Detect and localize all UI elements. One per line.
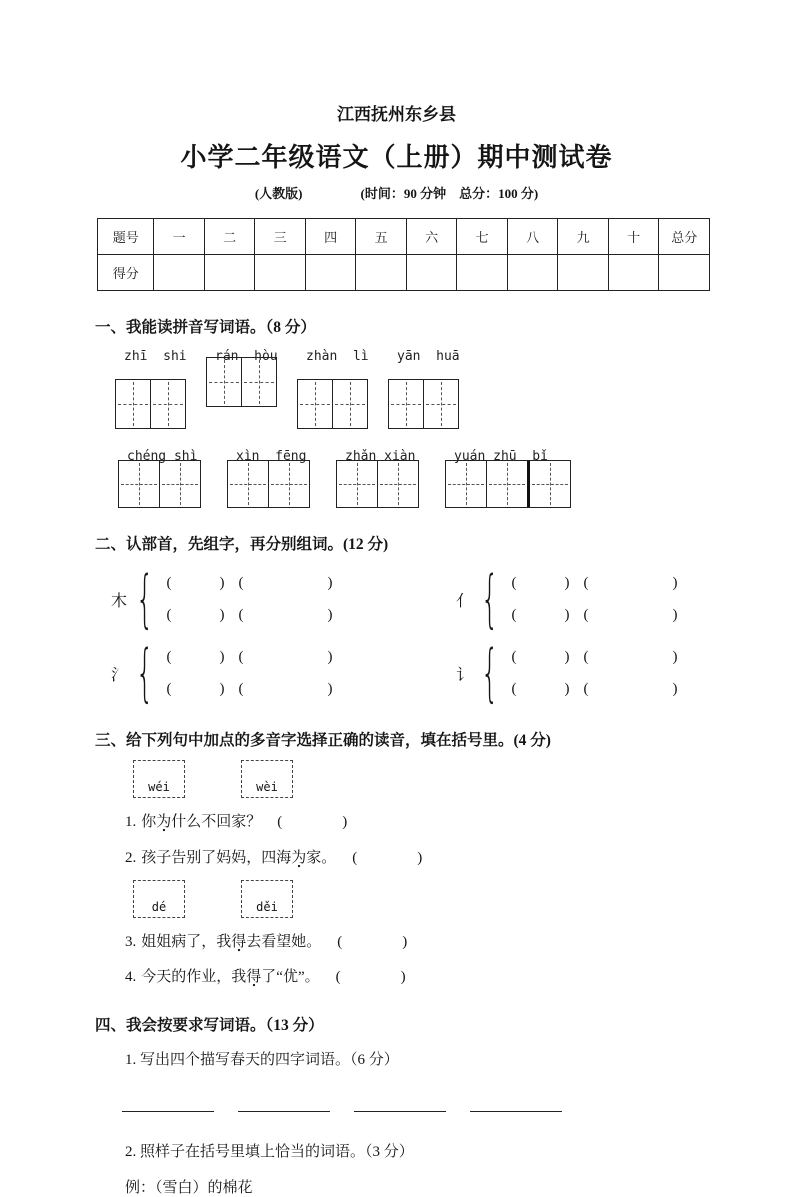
example-line: 例：（雪白）的棉花 <box>125 1180 253 1196</box>
score-table-header-cell: 十 <box>608 219 659 255</box>
answer-blank-line <box>238 1111 330 1112</box>
radical-label: 氵 <box>110 666 127 684</box>
score-table-header-cell: 八 <box>507 219 558 255</box>
pinyin-writing-row-1 <box>115 349 710 429</box>
pinyin-choice-box <box>241 760 293 798</box>
answer-blank-parens <box>337 934 407 950</box>
writing-box <box>206 357 277 407</box>
answer-paren-row <box>511 575 677 592</box>
answer-paren-row <box>511 681 677 698</box>
sentence-item <box>125 932 710 954</box>
answer-blank-line <box>122 1111 214 1112</box>
paren-open: ( <box>166 680 172 697</box>
answer-blank-line <box>354 1111 446 1112</box>
answer-paren-row <box>511 649 677 666</box>
sentence-text: 什么不回家？ <box>171 814 262 830</box>
score-table-header-cell: 题号 <box>98 219 154 255</box>
pinyin-choice-label: wéi <box>148 780 170 794</box>
score-cell-empty <box>558 255 609 291</box>
paren-open: ( <box>511 606 517 623</box>
pinyin-word-group <box>297 349 368 429</box>
paren-open: ( <box>511 574 517 591</box>
score-cell-empty <box>356 255 407 291</box>
score-cell-empty <box>204 255 255 291</box>
pinyin-label: zhī shi <box>124 349 187 364</box>
paren-close: ) <box>327 680 333 697</box>
pinyin-word-group <box>336 449 419 508</box>
paren-close: ) <box>327 606 333 623</box>
paper-subtitle <box>0 183 793 202</box>
paren-close: ) <box>417 849 423 866</box>
answer-blank-parens <box>336 969 406 985</box>
pinyin-label: xìn fēng <box>236 449 307 464</box>
paren-open: ( <box>238 648 244 665</box>
radical-label: 讠 <box>455 666 472 684</box>
answer-blank-parens <box>277 814 347 830</box>
section-3-heading: 三、给下列句中加点的多音字选择正确的读音，填在括号里。(4 分) <box>95 732 551 749</box>
dotted-polyphone-char: 得 ・ <box>246 969 261 985</box>
answer-paren-row <box>511 607 677 624</box>
sentence-item <box>125 848 710 870</box>
pinyin-choice-label: děi <box>256 899 278 914</box>
sentence-text: 去看望她。 <box>246 933 322 950</box>
score-cell-empty <box>406 255 457 291</box>
sentence-text: 了“优”。 <box>261 969 320 986</box>
answer-paren-row <box>166 607 332 624</box>
score-table-header-cell: 七 <box>457 219 508 255</box>
paren-close: ) <box>672 606 678 623</box>
writing-cell <box>298 380 332 428</box>
score-label-cell: 得分 <box>98 255 154 291</box>
paren-open: ( <box>238 574 244 591</box>
paren-open: ( <box>166 574 172 591</box>
writing-cell <box>207 358 241 406</box>
pinyin-writing-row-2 <box>118 449 710 508</box>
writing-cell <box>241 358 276 406</box>
paren-close: ) <box>402 933 408 950</box>
paren-open: ( <box>277 814 283 830</box>
paren-open: ( <box>335 969 341 986</box>
pinyin-label: chéng shì <box>127 449 198 464</box>
paren-open: ( <box>352 849 358 866</box>
radical-compose-grid <box>107 562 710 709</box>
pinyin-word-group <box>206 349 277 407</box>
radical-group <box>107 636 452 709</box>
paren-close: ) <box>672 648 678 665</box>
pinyin-word-group <box>388 349 459 429</box>
paren-open: ( <box>238 606 244 623</box>
pinyin-label: zhǎn xiàn <box>345 449 416 464</box>
paren-close: ) <box>672 574 678 591</box>
paren-close: ) <box>327 648 333 665</box>
writing-box <box>336 460 419 508</box>
school-region: 江西抚州东乡县 <box>337 105 456 124</box>
writing-cell <box>423 380 458 428</box>
answer-blank-parens <box>352 850 422 866</box>
answer-paren-rows <box>511 575 677 624</box>
paren-close: ) <box>400 969 406 986</box>
radical-group <box>452 562 710 635</box>
section-1-heading: 一、我能读拼音写词语。（8 分） <box>95 319 316 336</box>
writing-box <box>445 460 571 508</box>
paren-close: ) <box>564 606 570 623</box>
writing-cell <box>159 461 200 507</box>
sentence-text: 孩子告别了妈妈，四海 <box>141 849 292 866</box>
score-table-header-cell: 九 <box>558 219 609 255</box>
score-cell-empty <box>457 255 508 291</box>
writing-cell <box>446 461 486 507</box>
writing-cell <box>377 461 418 507</box>
radical-group <box>107 562 452 635</box>
paren-open: ( <box>166 606 172 623</box>
paren-open: ( <box>337 933 343 950</box>
answer-paren-rows <box>511 649 677 698</box>
brace-bracket: { <box>135 636 154 709</box>
sentence-item <box>125 967 710 989</box>
writing-cell <box>150 380 185 428</box>
sentence-item <box>125 812 710 834</box>
paren-close: ) <box>564 648 570 665</box>
writing-box <box>115 379 186 429</box>
pinyin-choice-box <box>241 880 293 918</box>
writing-cell <box>332 380 367 428</box>
answer-paren-row <box>166 681 332 698</box>
sentence-number: 4. <box>125 969 137 986</box>
dotted-polyphone-char: 得 ・ <box>231 934 246 950</box>
writing-box <box>227 460 310 508</box>
score-cell-empty <box>255 255 306 291</box>
section-2-heading: 二、认部首，先组字，再分别组词。(12 分) <box>95 536 389 553</box>
brace-bracket: { <box>480 636 499 709</box>
paren-open: ( <box>511 648 517 665</box>
score-cell-empty <box>154 255 205 291</box>
paren-close: ) <box>219 648 225 665</box>
paren-open: ( <box>583 680 589 697</box>
pinyin-choice-label: wèi <box>256 780 278 794</box>
radical-label: 木 <box>110 592 127 610</box>
paren-close: ) <box>219 574 225 591</box>
dotted-polyphone-char: 为 ・ <box>291 850 306 866</box>
section-4-item-1: 1. 写出四个描写春天的四字词语。（6 分） <box>125 1052 399 1068</box>
score-table-header-row <box>98 219 710 255</box>
answer-blank-lines <box>122 1111 710 1112</box>
answer-paren-row <box>166 649 332 666</box>
pinyin-word-group <box>115 349 186 429</box>
sentence-text: 姐姐病了，我 <box>141 933 232 950</box>
paren-open: ( <box>583 648 589 665</box>
writing-cell <box>337 461 377 507</box>
answer-paren-rows <box>166 649 332 698</box>
edition-label: (人教版) <box>254 186 303 201</box>
sentence-text: 家。 <box>306 849 337 866</box>
pinyin-word-group <box>445 449 571 508</box>
score-table-header-cell: 二 <box>204 219 255 255</box>
score-cell-empty <box>305 255 356 291</box>
answer-paren-row <box>166 575 332 592</box>
paren-close: ) <box>219 606 225 623</box>
score-table-header-cell: 六 <box>406 219 457 255</box>
pinyin-choice-row-1 <box>133 760 710 798</box>
time-score-label: (时间：90 分钟 总分：100 分) <box>360 186 539 201</box>
writing-cell <box>527 461 570 507</box>
paren-close: ) <box>219 680 225 697</box>
sentence-number: 3. <box>125 933 137 950</box>
pinyin-label: zhàn lì <box>306 349 369 364</box>
score-table-header-cell: 一 <box>154 219 205 255</box>
score-cell-empty <box>659 255 710 291</box>
writing-cell <box>228 461 268 507</box>
writing-cell <box>486 461 527 507</box>
score-table-header-cell: 三 <box>255 219 306 255</box>
pinyin-choice-box <box>133 880 185 918</box>
pinyin-choice-label: dé <box>151 899 167 914</box>
paren-close: ) <box>564 574 570 591</box>
score-table <box>97 218 710 291</box>
score-table-score-row <box>98 255 710 291</box>
score-table-header-cell: 五 <box>356 219 407 255</box>
writing-cell <box>119 461 159 507</box>
paren-open: ( <box>583 574 589 591</box>
writing-cell <box>116 380 150 428</box>
writing-box <box>118 460 201 508</box>
writing-box <box>297 379 368 429</box>
pinyin-label: yuán zhū bǐ <box>454 449 548 464</box>
sentence-number: 1. <box>125 814 137 830</box>
dotted-polyphone-char: 为 ・ <box>156 814 171 830</box>
paren-close: ) <box>564 680 570 697</box>
paren-open: ( <box>166 648 172 665</box>
radical-group <box>452 636 710 709</box>
paren-open: ( <box>583 606 589 623</box>
writing-cell <box>389 380 423 428</box>
answer-paren-rows <box>166 575 332 624</box>
paren-open: ( <box>511 680 517 697</box>
brace-bracket: { <box>480 562 499 635</box>
writing-cell <box>268 461 309 507</box>
pinyin-label: rán hòu <box>215 349 278 364</box>
score-table-header-cell: 四 <box>305 219 356 255</box>
section-4-heading: 四、我会按要求写词语。（13 分） <box>95 1017 324 1034</box>
paper-title: 小学二年级语文（上册）期中测试卷 <box>180 142 613 172</box>
sentence-number: 2. <box>125 849 137 866</box>
answer-blank-line <box>470 1111 562 1112</box>
score-table-header-cell: 总分 <box>659 219 710 255</box>
pinyin-word-group <box>118 449 201 508</box>
section-4-item-2: 2. 照样子在括号里填上恰当的词语。（3 分） <box>125 1144 414 1160</box>
paren-close: ) <box>327 574 333 591</box>
pinyin-choice-box <box>133 760 185 798</box>
paren-close: ) <box>672 680 678 697</box>
pinyin-label: yān huā <box>397 349 460 364</box>
pinyin-choice-row-2 <box>133 880 710 918</box>
paren-close: ) <box>342 814 348 830</box>
writing-box <box>388 379 459 429</box>
paren-open: ( <box>238 680 244 697</box>
score-cell-empty <box>507 255 558 291</box>
sentence-text: 今天的作业，我 <box>141 969 247 986</box>
score-cell-empty <box>608 255 659 291</box>
sentence-text: 你 <box>141 814 157 830</box>
radical-label: 亻 <box>455 592 472 610</box>
pinyin-word-group <box>227 449 310 508</box>
brace-bracket: { <box>135 562 154 635</box>
